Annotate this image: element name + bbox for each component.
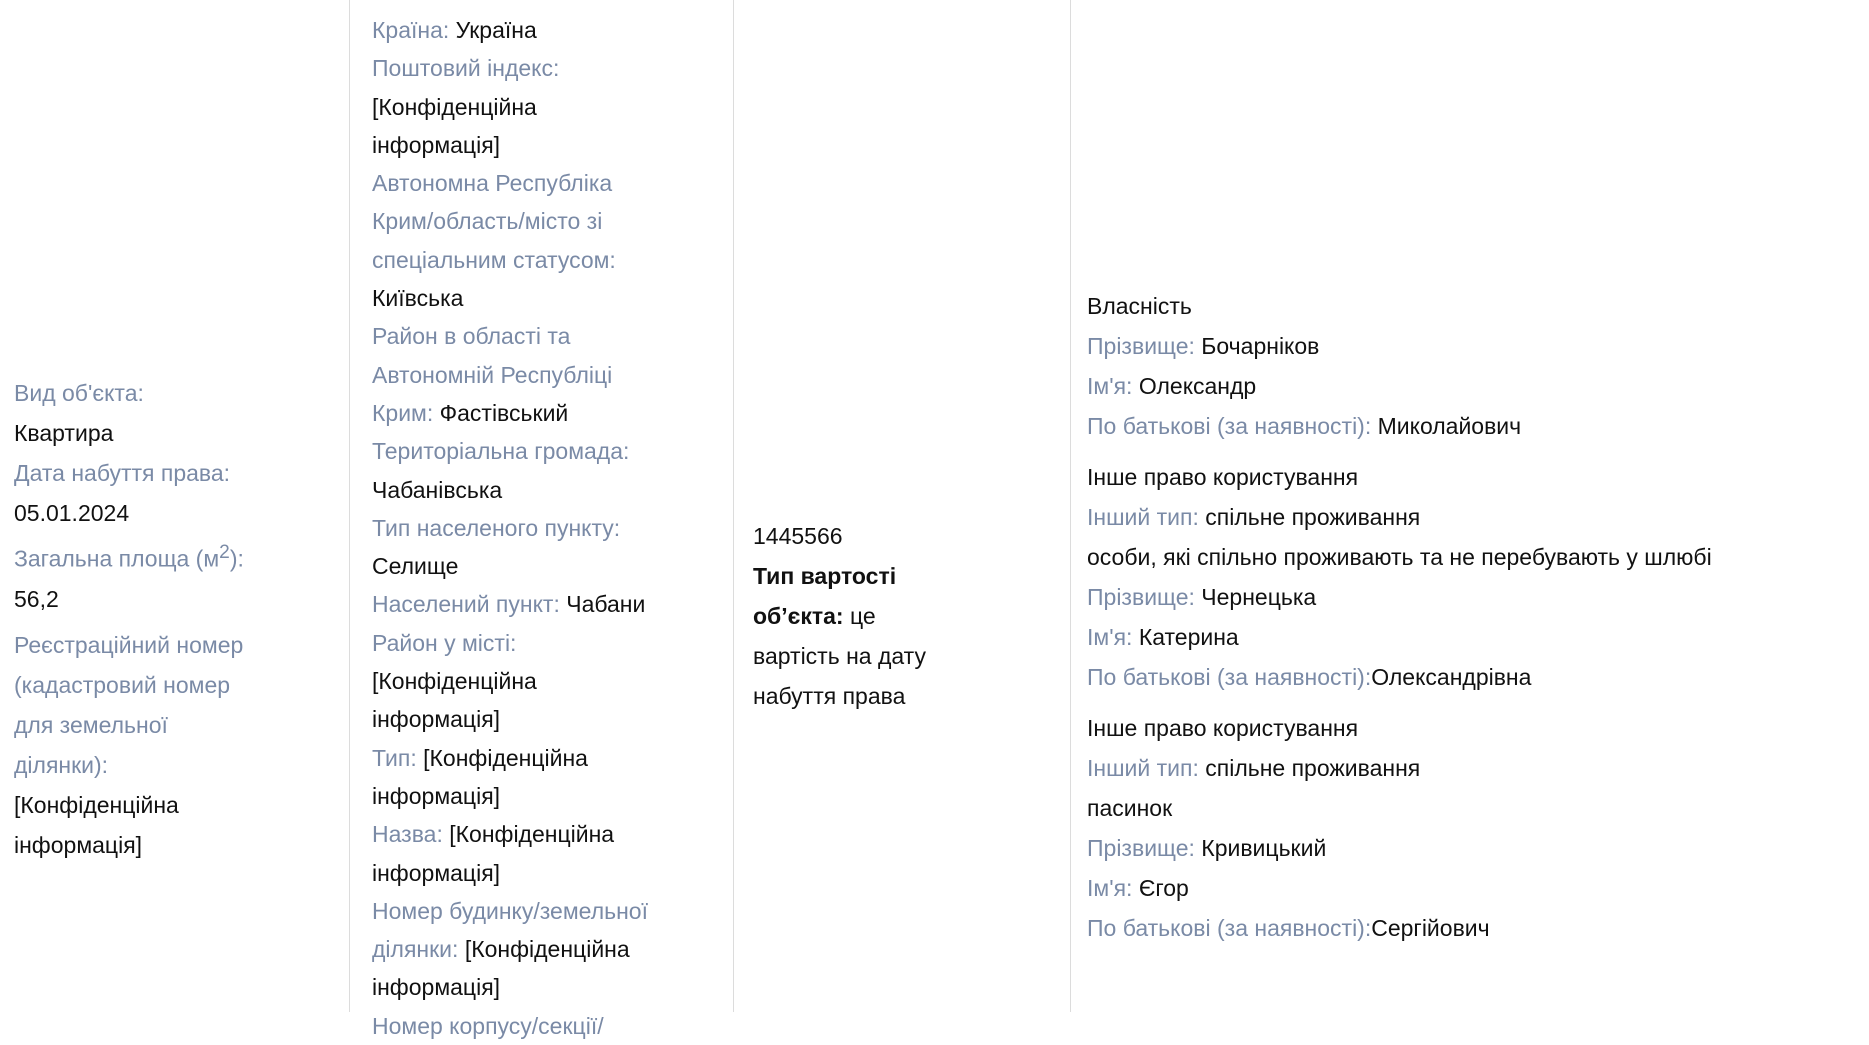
street-type-value-line: [Конфіденційна xyxy=(423,744,588,771)
right-kind: Інше право користування xyxy=(1087,715,1359,741)
acquire-date-label: Дата набуття права: xyxy=(14,460,231,486)
name-value: Єгор xyxy=(1138,875,1189,901)
column-divider-2 xyxy=(733,0,734,1012)
settlement-value: Чабани xyxy=(566,591,646,618)
name-label: Ім'я: xyxy=(1087,875,1133,901)
right-group xyxy=(1087,286,1867,446)
address-column xyxy=(372,0,717,1039)
patronymic-row xyxy=(1087,908,1867,948)
object-type-label: Вид об'єкта: xyxy=(14,380,144,406)
region-value: Київська xyxy=(372,285,464,312)
surname-value: Бочарніков xyxy=(1201,333,1320,359)
city-district-value-line: інформація] xyxy=(372,706,501,733)
street-name-value-line: [Конфіденційна xyxy=(449,821,615,848)
other-type-value: спільне проживання xyxy=(1205,504,1421,530)
value-type-value: набуття права xyxy=(753,683,906,709)
area-label xyxy=(14,533,314,579)
street-name-label: Назва: xyxy=(372,821,443,848)
patronymic-row xyxy=(1087,657,1867,697)
house-number-label-line: Номер будинку/земельної xyxy=(372,897,648,924)
relation-text: пасинок xyxy=(1087,795,1173,821)
district-label-line: Район в області та xyxy=(372,323,571,350)
area-label-suffix: ): xyxy=(229,545,244,572)
community-value: Чабанівська xyxy=(372,476,503,503)
patronymic-row xyxy=(1087,406,1867,446)
settlement-row xyxy=(372,585,717,623)
country-row xyxy=(372,11,717,49)
relation-text: особи, які спільно проживають та не перебувають у шлюбі xyxy=(1087,544,1712,570)
city-district-label: Район у місті: xyxy=(372,629,517,656)
patronymic-value: Миколайович xyxy=(1377,413,1522,439)
object-info-column xyxy=(14,0,314,1012)
registration-number-label-line: (кадастровий номер xyxy=(14,671,231,698)
patronymic-value: Олександрівна xyxy=(1371,664,1532,690)
value-type-label: Тип вартості xyxy=(753,563,897,589)
surname-value: Чернецька xyxy=(1201,584,1317,610)
postal-code-label: Поштовий індекс: xyxy=(372,55,560,82)
right-kind: Інше право користування xyxy=(1087,464,1359,490)
value-column xyxy=(753,0,1053,1012)
surname-label: Прізвище: xyxy=(1087,584,1195,610)
street-type-row xyxy=(372,739,717,777)
surname-label: Прізвище: xyxy=(1087,333,1195,359)
area-label-sup: 2 xyxy=(219,542,230,563)
postal-code-value-line: інформація] xyxy=(372,131,501,158)
region-label-line: Крим/область/місто зі xyxy=(372,208,603,235)
other-type-label: Інший тип: xyxy=(1087,755,1199,781)
district-label-line: Автономній Республіці xyxy=(372,361,613,388)
patronymic-label: По батькові (за наявності): xyxy=(1087,413,1372,439)
right-group xyxy=(1087,457,1867,697)
other-type-row xyxy=(1087,748,1867,788)
region-label-line: Автономна Республіка xyxy=(372,170,613,197)
name-row xyxy=(1087,617,1867,657)
name-row xyxy=(1087,868,1867,908)
registration-number-label-line: Реєстраційний номер xyxy=(14,631,244,658)
community-label: Територіальна громада: xyxy=(372,438,630,465)
rights-column xyxy=(1087,0,1867,1012)
surname-label: Прізвище: xyxy=(1087,835,1195,861)
registration-number-value-line: [Конфіденційна xyxy=(14,791,179,818)
district-row xyxy=(372,394,717,432)
house-number-label-line: ділянки: xyxy=(372,936,459,963)
patronymic-label: По батькові (за наявності): xyxy=(1087,664,1372,690)
house-number-value-line: інформація] xyxy=(372,974,501,1001)
right-kind: Власність xyxy=(1087,293,1192,319)
country-label: Країна: xyxy=(372,17,450,43)
value-type-line xyxy=(753,596,1053,636)
name-label: Ім'я: xyxy=(1087,624,1133,650)
patronymic-label: По батькові (за наявності): xyxy=(1087,915,1372,941)
other-type-label: Інший тип: xyxy=(1087,504,1199,530)
surname-value: Кривицький xyxy=(1201,835,1327,861)
object-type-value: Квартира xyxy=(14,420,114,446)
surname-row xyxy=(1087,577,1867,617)
registration-number-value-line: інформація] xyxy=(14,831,143,858)
country-value: Україна xyxy=(455,17,537,43)
city-district-value-line: [Конфіденційна xyxy=(372,668,537,695)
settlement-label: Населений пункт: xyxy=(372,591,560,618)
district-label-line: Крим: xyxy=(372,399,434,426)
registration-number-label-line: для земельної xyxy=(14,711,168,738)
patronymic-value: Сергійович xyxy=(1371,915,1490,941)
street-type-label: Тип: xyxy=(372,744,417,771)
postal-code-value-line: [Конфіденційна xyxy=(372,93,537,120)
other-type-value: спільне проживання xyxy=(1205,755,1421,781)
column-divider-3 xyxy=(1070,0,1071,1012)
name-value: Олександр xyxy=(1138,373,1257,399)
settlement-type-label: Тип населеного пункту: xyxy=(372,514,621,541)
value-type-line xyxy=(753,556,1053,596)
acquire-date-value: 05.01.2024 xyxy=(14,500,130,526)
value-type-value: вартість на дату xyxy=(753,643,926,669)
right-group xyxy=(1087,708,1867,948)
region-label-line: спеціальним статусом: xyxy=(372,246,616,273)
street-name-row xyxy=(372,815,717,853)
house-number-row xyxy=(372,930,717,968)
name-row xyxy=(1087,366,1867,406)
street-name-value-line: інформація] xyxy=(372,859,501,886)
surname-row xyxy=(1087,326,1867,366)
house-number-value-line: [Конфіденційна xyxy=(464,936,630,963)
street-type-value-line: інформація] xyxy=(372,782,501,809)
registration-number-block xyxy=(14,625,314,865)
surname-row xyxy=(1087,828,1867,868)
building-section-label: Номер корпусу/секції/ xyxy=(372,1012,604,1039)
name-value: Катерина xyxy=(1138,624,1239,650)
other-type-row xyxy=(1087,497,1867,537)
column-divider-1 xyxy=(349,0,350,1012)
registration-number-label-line: ділянки): xyxy=(14,751,109,778)
value-type-label: об’єкта: xyxy=(753,603,844,629)
value-amount: 1445566 xyxy=(753,523,843,549)
area-label-prefix: Загальна площа (м xyxy=(14,545,220,572)
district-value: Фастівський xyxy=(439,399,569,426)
settlement-type-value: Селище xyxy=(372,553,459,580)
name-label: Ім'я: xyxy=(1087,373,1133,399)
value-type-value: це xyxy=(849,603,876,629)
area-value: 56,2 xyxy=(14,585,59,612)
